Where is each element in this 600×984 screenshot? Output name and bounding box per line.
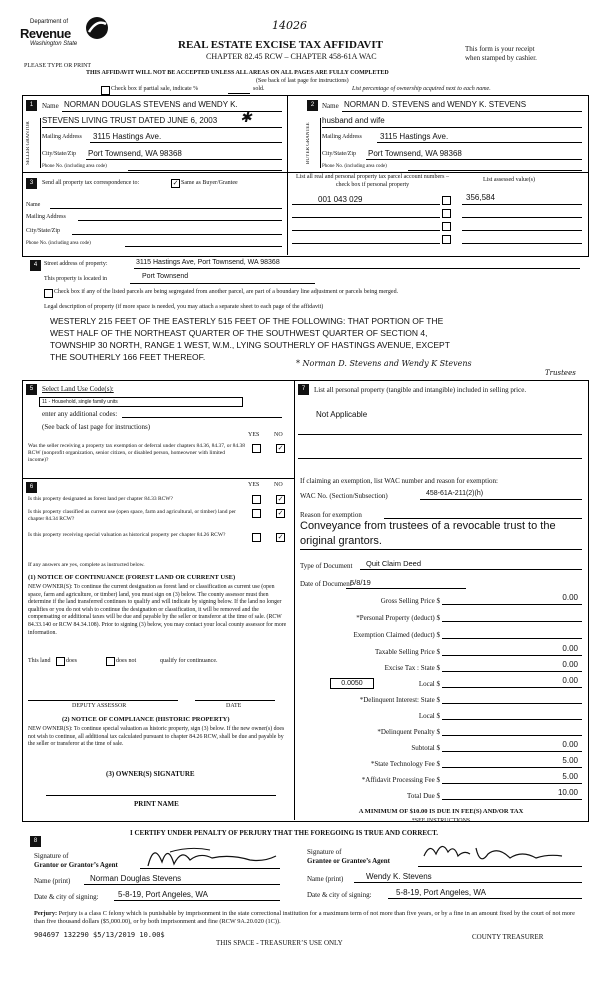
- section-number-1: 1: [26, 100, 37, 111]
- section-number-4: 4: [30, 260, 41, 271]
- doc-type-rule: [360, 569, 582, 570]
- value-rule-3: [462, 230, 582, 231]
- seller-phone-label: Phone No. (including area code): [42, 164, 107, 169]
- forest-question: Is this property designated as forest land per chapter 84.33 RCW?: [28, 496, 173, 502]
- forest-no-checkbox[interactable]: ✓: [277, 495, 284, 503]
- no-header-6: NO: [274, 482, 283, 488]
- corr-name-label: Name: [26, 202, 41, 208]
- reason-line-2[interactable]: original grantors.: [300, 535, 382, 547]
- grantee-sig-rule: [418, 866, 582, 867]
- form-subtitle: CHAPTER 82.45 RCW – CHAPTER 458-61A WAC: [206, 52, 377, 61]
- taxable-label: Taxable Selling Price $: [374, 648, 440, 656]
- qualify-label: qualify for continuance.: [160, 658, 218, 664]
- trustee-annotation-2: Trustees: [545, 369, 576, 377]
- section-number-2: 2: [307, 100, 318, 111]
- grantee-date-rule: [388, 898, 582, 899]
- if-yes-note: If any answers are yes, complete as instructed below.: [28, 562, 145, 568]
- notice-compliance-title: (2) NOTICE OF COMPLIANCE (HISTORIC PROPERTY): [62, 716, 230, 723]
- dept-line1: Department of: [30, 19, 69, 25]
- buyer-name-line2-rule: [322, 127, 582, 128]
- exemption-no-checkbox[interactable]: ✓: [277, 444, 284, 452]
- additional-codes-label: enter any additional codes:: [42, 410, 118, 418]
- seller-phone-rule: [128, 170, 282, 171]
- gross-value[interactable]: 0.00: [562, 593, 578, 602]
- delinquent-local-rule: [442, 719, 582, 720]
- seller-city[interactable]: Port Townsend, WA 98368: [88, 149, 182, 158]
- value-rule-1: [462, 204, 582, 205]
- dept-line2: Revenue: [20, 26, 71, 41]
- seller-name-line2-rule: [42, 127, 282, 128]
- grantee-date[interactable]: 5-8-19, Port Angeles, WA: [396, 888, 486, 897]
- land-use-select[interactable]: 11 - Household, single family units: [39, 397, 243, 407]
- grantee-name-rule: [354, 882, 582, 883]
- historic-no-checkbox[interactable]: ✓: [277, 533, 284, 541]
- land-use-label: Select Land Use Code(s):: [42, 385, 114, 393]
- legal-line-1[interactable]: WESTERLY 215 FEET OF THE EASTERLY 515 FEET OF THE FOLLOWING: THAT PORTION OF THE: [50, 316, 444, 326]
- grantor-sig-rule: [140, 868, 280, 869]
- legal-line-2[interactable]: WEST HALF OF THE NORTHEAST QUARTER OF THE SOUTHWEST QUARTER OF SECTION 4,: [50, 328, 428, 338]
- doc-type[interactable]: Quit Claim Deed: [366, 559, 422, 568]
- personal-property-checkbox-2[interactable]: [442, 209, 451, 218]
- grantee-name-label: Name (print): [307, 875, 344, 883]
- reason-label: Reason for exemption: [300, 511, 362, 519]
- cashier-stamp: 904697 132290 $5/13/2019 10.00$: [34, 931, 165, 939]
- does-label: does: [66, 658, 77, 664]
- seller-name-label: Name: [42, 102, 59, 110]
- personal-deduct-rule: [442, 621, 582, 622]
- buyer-phone-rule: [408, 170, 582, 171]
- grantee-name[interactable]: Wendy K. Stevens: [366, 872, 432, 881]
- yes-header-5: YES: [248, 432, 260, 438]
- buyer-mailing[interactable]: 3115 Hastings Ave.: [380, 132, 449, 141]
- treasurer-space-label: THIS SPACE - TREASURER’S USE ONLY: [216, 939, 343, 947]
- gross-rule: [442, 604, 582, 605]
- reason-rule-1: [384, 518, 582, 519]
- land-use-see-back: (See back of last page for instructions): [42, 423, 151, 431]
- trustee-annotation: * Norman D. Stevens and Wendy K Stevens: [296, 359, 472, 368]
- corr-phone-label: Phone No. (including area code): [26, 241, 91, 246]
- exemption-claimed-label: Exemption Claimed (deduct) $: [353, 631, 440, 639]
- subtotal-label: Subtotal $: [411, 744, 440, 752]
- tech-fee-label: *State Technology Fee $: [370, 760, 440, 768]
- pp-rule-1: [298, 434, 582, 435]
- buyer-name-label: Name: [322, 102, 339, 110]
- parcel-rule-2: [292, 217, 440, 218]
- taxable-value[interactable]: 0.00: [562, 644, 578, 653]
- sold-label: sold.: [253, 86, 265, 92]
- street-label: Street address of property:: [44, 261, 108, 267]
- section-number-8: 8: [30, 836, 41, 847]
- grantee-signature[interactable]: [418, 836, 568, 870]
- gross-label: Gross Selling Price $: [380, 597, 440, 605]
- current-use-question: Is this property classified as current use (open space, farm and agricultural, or timber) land per chapter 84.34 RCW?: [28, 509, 236, 522]
- street-address[interactable]: 3115 Hastings Ave, Port Townsend, WA 98368: [136, 259, 280, 266]
- deputy-sig-rule: [28, 700, 178, 701]
- handwritten-number: 14026: [272, 19, 307, 32]
- county-treasurer-label: COUNTY TREASURER: [472, 933, 544, 941]
- acceptance-warning: THIS AFFIDAVIT WILL NOT BE ACCEPTED UNLESS ALL AREAS ON ALL PAGES ARE FULLY COMPLETED: [86, 70, 389, 76]
- dept-line3: Washington State: [30, 41, 78, 47]
- local-tax-label: Local $: [418, 680, 440, 688]
- wac-rule: [420, 499, 582, 500]
- notice-compliance-body: NEW OWNER(S): To continue special valuation as historic property, sign (3) below. If the new owner(s) does not wish to continue, all additional tax calculated pursuant to chapter 84.26 RCW, shall be due and payable by the seller or transferor at the time of sale.: [28, 726, 285, 748]
- value-rule-2: [462, 217, 582, 218]
- partial-sale-label: Check box if partial sale, indicate %: [111, 86, 199, 92]
- seller-mailing-label: Mailing Address: [42, 134, 82, 140]
- seller-mailing[interactable]: 3115 Hastings Ave.: [93, 132, 162, 141]
- buyer-name-line2[interactable]: husband and wife: [322, 116, 385, 125]
- affidavit-fee-value[interactable]: 5.00: [562, 772, 578, 781]
- value-rule-4: [462, 243, 582, 244]
- historic-yes-checkbox[interactable]: [252, 533, 261, 542]
- grantor-date-label: Date & city of signing:: [34, 893, 99, 901]
- perjury-notice: [34, 910, 584, 926]
- local-tax-rule: [442, 687, 582, 688]
- see-back-note: (See back of last page for instructions): [256, 78, 349, 84]
- legal-label: Legal description of property (if more space is needed, you may attach a separate sheet to each page of the affidavit): [44, 304, 324, 310]
- current-use-no-checkbox[interactable]: ✓: [277, 509, 284, 517]
- grantor-date-rule: [114, 900, 280, 901]
- wac-label: WAC No. (Section/Subsection): [300, 492, 388, 500]
- local-tax-value[interactable]: 0.00: [562, 676, 578, 685]
- subtotal-rule: [442, 751, 582, 752]
- divider-seller-buyer: [287, 95, 288, 173]
- legal-line-3[interactable]: TOWNSHIP 30 NORTH, RANGE 1 WEST, W.M., LYING SOUTHERLY OF HASTINGS AVENUE, EXCEPT: [50, 340, 450, 350]
- affidavit-fee-label: *Affidavit Processing Fee $: [361, 776, 440, 784]
- perjury-title: Perjury:: [34, 910, 58, 917]
- no-header-5: NO: [274, 432, 283, 438]
- located-rule: [130, 283, 315, 284]
- personal-property-checkbox-1[interactable]: [442, 196, 451, 205]
- partial-sale-checkbox[interactable]: [101, 86, 110, 95]
- parcel-rule-3: [292, 230, 440, 231]
- does-not-label: does not: [116, 658, 137, 664]
- buyer-city[interactable]: Port Townsend, WA 98368: [368, 149, 462, 158]
- land-does-not-checkbox[interactable]: [106, 657, 115, 666]
- deputy-date-rule: [195, 700, 275, 701]
- ownership-note: List percentage of ownership acquired next to each name.: [352, 86, 491, 92]
- total-due-value[interactable]: 10.00: [557, 788, 578, 797]
- buyer-side-text: BUYER GRANTEE: [306, 122, 311, 164]
- partial-pct-line: [228, 93, 250, 94]
- print-name-label: PRINT NAME: [134, 800, 179, 808]
- notice-continuance-body: NEW OWNER(S): To continue the current designation as forest land or classification as current use (open space, farm and agriculture, or timber) land, you must sign on (3) below. The county assessor must then determine if the land transferred continues to qualify and will indicate by signing below. If the land no longer qualifies or you do not wish to continue the designation or classification, it will be removed and the compensating or additional taxes will be due and payable by the seller or transferor at the time of sale. (RCW 84.33.140 or RCW 84.34.108). Prior to signing (3) below, you may contact your local county assessor for more information.: [28, 584, 287, 636]
- this-land-label: This land: [28, 658, 51, 664]
- located-city[interactable]: Port Townsend: [142, 273, 189, 280]
- buyer-name-line1[interactable]: NORMAN D. STEVENS and WENDY K. STEVENS: [344, 100, 527, 109]
- section-number-3: 3: [26, 178, 37, 189]
- grantee-sig-label-1: Signature of: [307, 848, 342, 856]
- type-print: PLEASE TYPE OR PRINT: [24, 63, 92, 69]
- grantor-date[interactable]: 5-8-19, Port Angeles, WA: [118, 890, 208, 899]
- seller-city-rule: [86, 159, 282, 160]
- buyer-name-line1-rule: [342, 111, 582, 112]
- buyer-mailing-rule: [377, 142, 582, 143]
- seller-city-label: City/State/Zip: [42, 151, 76, 157]
- buyer-side-label: [306, 118, 321, 168]
- deputy-date-label: DATE: [226, 703, 242, 709]
- delinquent-local-label: Local $: [418, 712, 440, 720]
- assessed-value-1[interactable]: 356,584: [466, 193, 495, 202]
- historic-question: Is this property receiving special valuation as historical property per chapter 84.26 RCW?: [28, 532, 226, 538]
- revenue-swoosh-icon: [84, 15, 110, 41]
- grantor-sig-label-2: Grantor or Grantor’s Agent: [34, 861, 118, 869]
- parcel-rule-4: [292, 243, 440, 244]
- personal-property-value[interactable]: Not Applicable: [316, 410, 368, 419]
- grantor-name[interactable]: Norman Douglas Stevens: [90, 874, 182, 883]
- owner-signature-label: (3) OWNER(S) SIGNATURE: [106, 770, 195, 778]
- personal-deduct-label: *Personal Property (deduct) $: [356, 614, 440, 622]
- buyer-city-rule: [366, 159, 582, 160]
- certify-statement: I CERTIFY UNDER PENALTY OF PERJURY THAT THE FOREGOING IS TRUE AND CORRECT.: [130, 829, 439, 837]
- taxable-rule: [442, 655, 582, 656]
- corr-name-rule: [50, 208, 282, 209]
- parcel-rule-1: [292, 204, 440, 205]
- legal-line-4[interactable]: THE SOUTHERLY 166 FEET THEREOF.: [50, 352, 206, 362]
- exemption-claimed-rule: [442, 638, 582, 639]
- seller-mailing-rule: [90, 142, 282, 143]
- grantor-name-label: Name (print): [34, 877, 71, 885]
- minimum-due-note: A MINIMUM OF $10.00 IS DUE IN FEE(S) AND/OR TAX: [358, 808, 524, 815]
- form-title: REAL ESTATE EXCISE TAX AFFIDAVIT: [178, 39, 383, 51]
- grantor-sig-label-1: Signature of: [34, 852, 69, 860]
- delinquent-interest-rule: [442, 703, 582, 704]
- seller-name-line1[interactable]: NORMAN DOUGLAS STEVENS and WENDY K.: [64, 100, 238, 109]
- print-name-rule: [46, 795, 276, 796]
- doc-type-label: Type of Document: [300, 562, 353, 570]
- local-rate-field[interactable]: 0.0050: [330, 678, 374, 689]
- doc-date-rule: [346, 588, 466, 589]
- corr-mailing-rule: [78, 220, 282, 221]
- grantee-sig-label-2: Grantee or Grantee’s Agent: [307, 857, 391, 865]
- wac-number[interactable]: 458-61A-211(2)(h): [426, 490, 484, 497]
- section-number-5: 5: [26, 384, 37, 395]
- buyer-mailing-label: Mailing Address: [322, 134, 362, 140]
- corr-phone-rule: [125, 246, 282, 247]
- section-number-6: 6: [26, 482, 37, 493]
- current-use-yes-checkbox[interactable]: [252, 509, 261, 518]
- state-tax-value[interactable]: 0.00: [562, 660, 578, 669]
- reason-rule-2: [300, 549, 582, 550]
- land-does-checkbox[interactable]: [56, 657, 65, 666]
- corr-city-label: City/State/Zip: [26, 228, 60, 234]
- buyer-phone-label: Phone No. (including area code): [322, 164, 387, 169]
- notice-continuance-title: (1) NOTICE OF CONTINUANCE (FOREST LAND OR CURRENT USE): [28, 574, 236, 581]
- personal-property-checkbox-4[interactable]: [442, 235, 451, 244]
- section6-top-rule: [22, 478, 294, 479]
- exemption-yes-checkbox[interactable]: [252, 444, 261, 453]
- same-as-buyer-label: Same as Buyer/Grantee: [181, 180, 238, 186]
- grantor-signature[interactable]: [140, 838, 280, 872]
- deputy-assessor-label: DEPUTY ASSESSOR: [72, 703, 127, 709]
- subtotal-value[interactable]: 0.00: [562, 740, 578, 749]
- located-label: This property is located in: [44, 276, 107, 282]
- exemption-wac-prompt: If claiming an exemption, list WAC number and reason for exemption:: [300, 477, 498, 485]
- divider-section3-parcels: [287, 172, 288, 255]
- delinquent-penalty-rule: [442, 735, 582, 736]
- grantee-date-label: Date & city of signing:: [307, 891, 372, 899]
- state-tax-rule: [442, 671, 582, 672]
- personal-property-checkbox-3[interactable]: [442, 222, 451, 231]
- delinquent-interest-label: *Delinquent Interest: State $: [359, 696, 440, 704]
- divider-left-right: [294, 380, 295, 820]
- doc-date[interactable]: 5/8/19: [350, 578, 371, 587]
- total-due-rule: [442, 799, 582, 800]
- additional-codes-rule: [122, 417, 282, 418]
- same-as-buyer-checkbox[interactable]: ✓: [172, 179, 179, 187]
- personal-property-label: List all personal property (tangible and intangible) included in selling price.: [314, 386, 527, 394]
- segregated-checkbox[interactable]: [44, 289, 53, 298]
- delinquent-penalty-label: *Delinquent Penalty $: [377, 728, 440, 736]
- assessed-header: List assessed value(s): [483, 177, 535, 183]
- receipt-note-1: This form is your receipt: [465, 45, 535, 53]
- perjury-text: Perjury is a class C felony which is punishable by imprisonment in the state correctional institution for a maximum term of not more than five years, or by a fine in an amount fixed by the court of not more than five thousand dollars ($5,000.00), or by both imprisonment and fine (RCW 9A.20.020 (1C)).: [34, 910, 575, 925]
- seller-side-label: [26, 118, 41, 168]
- receipt-note-2: when stamped by cashier.: [465, 54, 537, 62]
- segregated-label: Check box if any of the listed parcels are being segregated from another parcel, are part of a boundary line adjustment or parcels being merged.: [54, 289, 399, 295]
- street-rule: [134, 268, 580, 269]
- affidavit-fee-rule: [442, 783, 582, 784]
- grantor-name-rule: [84, 884, 280, 885]
- seller-name-line2[interactable]: STEVENS LIVING TRUST DATED JUNE 6, 2003: [42, 116, 218, 125]
- yes-header-6: YES: [248, 482, 260, 488]
- forest-yes-checkbox[interactable]: [252, 495, 261, 504]
- corr-city-rule: [72, 234, 282, 235]
- section-number-7: 7: [298, 384, 309, 395]
- corr-mailing-label: Mailing Address: [26, 214, 66, 220]
- buyer-city-label: City/State/Zip: [322, 151, 356, 157]
- tech-fee-rule: [442, 767, 582, 768]
- doc-date-label: Date of Document: [300, 580, 352, 588]
- seller-side-text: SELLER GRANTOR: [26, 121, 31, 165]
- total-due-label: Total Due $: [407, 792, 440, 800]
- tech-fee-value[interactable]: 5.00: [562, 756, 578, 765]
- see-instructions-note: *SEE INSTRUCTIONS: [411, 818, 471, 824]
- parcels-header: List all real and personal property tax parcel account numbers – check box if personal property: [296, 174, 449, 188]
- parcel-1[interactable]: 001 043 029: [318, 195, 363, 204]
- seller-asterisk-mark: ✱: [240, 110, 252, 126]
- exemption-question: Was the seller receiving a property tax exemption or deferral under chapters 84.36, 84.37, or 84.38 RCW (nonprofit organization, senior citizen, or disabled person, homeowner with limited income)?: [28, 443, 246, 463]
- correspondence-label: Send all property tax correspondence to:: [42, 180, 140, 186]
- pp-rule-2: [298, 458, 582, 459]
- state-tax-label: Excise Tax : State $: [384, 664, 440, 672]
- reason-line-1[interactable]: Conveyance from trustees of a revocable trust to the: [300, 520, 556, 532]
